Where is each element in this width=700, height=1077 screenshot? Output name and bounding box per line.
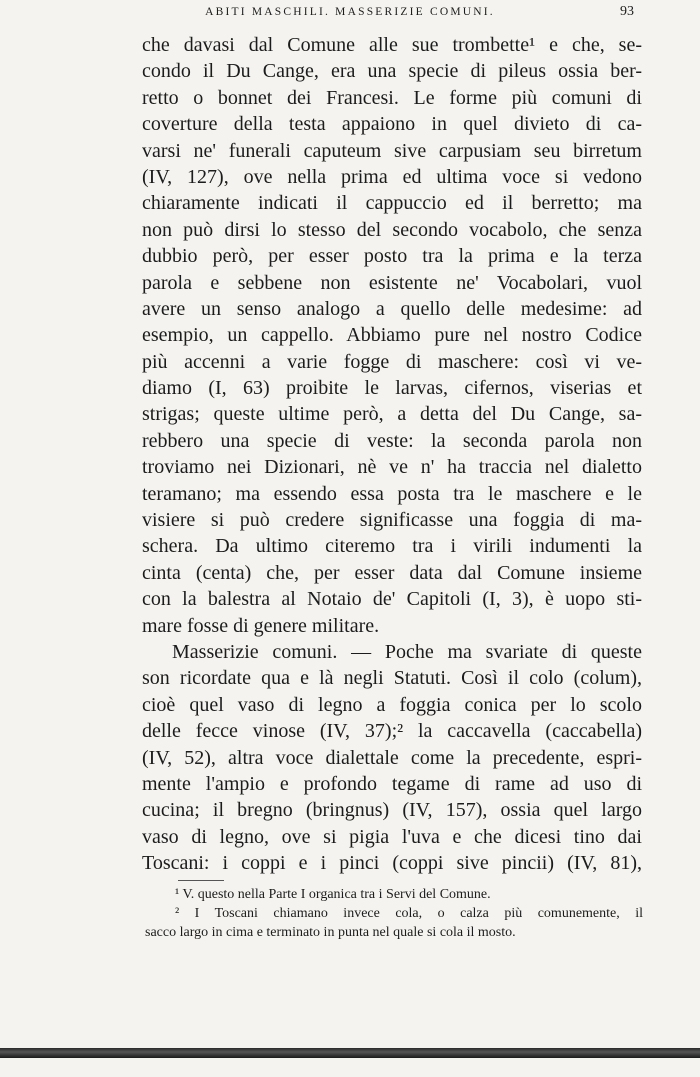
text-line: mente l'ampio e profondo tegame di rame ad uso di [142, 772, 642, 795]
footnotes [145, 885, 643, 942]
footnote-1: ¹ V. questo nella Parte I organica tra i Servi del Comune. [175, 887, 491, 902]
text-line: dubbio però, per esser posto tra la prima e la terza [142, 245, 642, 268]
text-line: chiaramente indicati il cappuccio ed il berretto; ma [142, 192, 642, 215]
text-line: vaso di legno, ove si pigia l'uva e che dicesi tino dai [142, 825, 642, 848]
text-line: cioè quel vaso di legno a foggia conica per lo scolo [142, 693, 642, 716]
text-line: retto o bonnet dei Francesi. Le forme più comuni di [142, 86, 642, 109]
footnote-2: ² I Toscani chiamano invece cola, o calza più comunemente, il [175, 906, 643, 921]
scan-bottom-edge [0, 1048, 700, 1058]
footnote-2-continuation: sacco largo in cima e terminato in punta nel quale si cola il mosto. [145, 925, 516, 940]
text-line: cucina; il bregno (bringnus) (IV, 157), ossia quel largo [142, 799, 642, 822]
text-line: (IV, 52), altra voce dialettale come la precedente, espri- [142, 746, 642, 769]
text-line: esempio, un cappello. Abbiamo pure nel nostro Codice [142, 324, 642, 347]
text-line: condo il Du Cange, era una specie di pileus ossia ber- [142, 60, 642, 83]
paragraph-end-line: mare fosse di genere militare. [142, 614, 380, 637]
text-line: varsi ne' funerali caputeum sive carpusiam seu birretum [142, 139, 642, 162]
text-line: (IV, 127), ove nella prima ed ultima voce si vedono [142, 165, 642, 188]
text-line: più accenni a varie fogge di maschere: così vi ve- [142, 350, 642, 373]
text-line: Toscani: i coppi e i pinci (coppi sive pincii) (IV, 81), [142, 852, 642, 875]
text-line: visiere si può credere significasse una foggia di ma- [142, 509, 642, 532]
text-line: delle fecce vinose (IV, 37);² la caccavella (caccabella) [142, 720, 642, 743]
text-line: cinta (centa) che, per esser data dal Comune insieme [142, 561, 642, 584]
text-line: che davasi dal Comune alle sue trombette¹ e che, se- [142, 34, 642, 56]
text-line: schera. Da ultimo citeremo tra i virili indumenti la [142, 535, 642, 558]
text-line: con la balestra al Notaio de' Capitoli (I, 3), è uopo sti- [142, 588, 642, 611]
text-line: teramano; ma essendo essa posta tra le maschere e le [142, 482, 642, 505]
text-line: parola e sebbene non esistente ne' Vocabolari, vuol [142, 271, 642, 294]
text-line: diamo (I, 63) proibite le larvas, cifernos, viserias et [142, 377, 642, 400]
text-line: non può dirsi lo stesso del secondo vocabolo, che senza [142, 218, 642, 241]
page-number: 93 [620, 4, 634, 19]
text-line: rebbero una specie di veste: la seconda parola non [142, 429, 642, 452]
text-line: strigas; queste ultime però, a detta del Du Cange, sa- [142, 403, 642, 426]
text-line: coverture della testa appaiono in quel divieto di ca- [142, 113, 642, 136]
body-text [142, 32, 642, 877]
text-line: son ricordate qua e là negli Statuti. Così il colo (colum), [142, 667, 642, 690]
text-line: avere un senso analogo a quello delle medesime: ad [142, 297, 642, 320]
section-lead-line: Masserizie comuni. — Poche ma svariate di queste [172, 640, 642, 663]
footnote-divider [178, 880, 224, 881]
text-line: troviamo nei Dizionari, nè ve n' ha traccia nel dialetto [142, 456, 642, 479]
running-header: ABITI MASCHILI. MASSERIZIE COMUNI. [205, 6, 495, 18]
